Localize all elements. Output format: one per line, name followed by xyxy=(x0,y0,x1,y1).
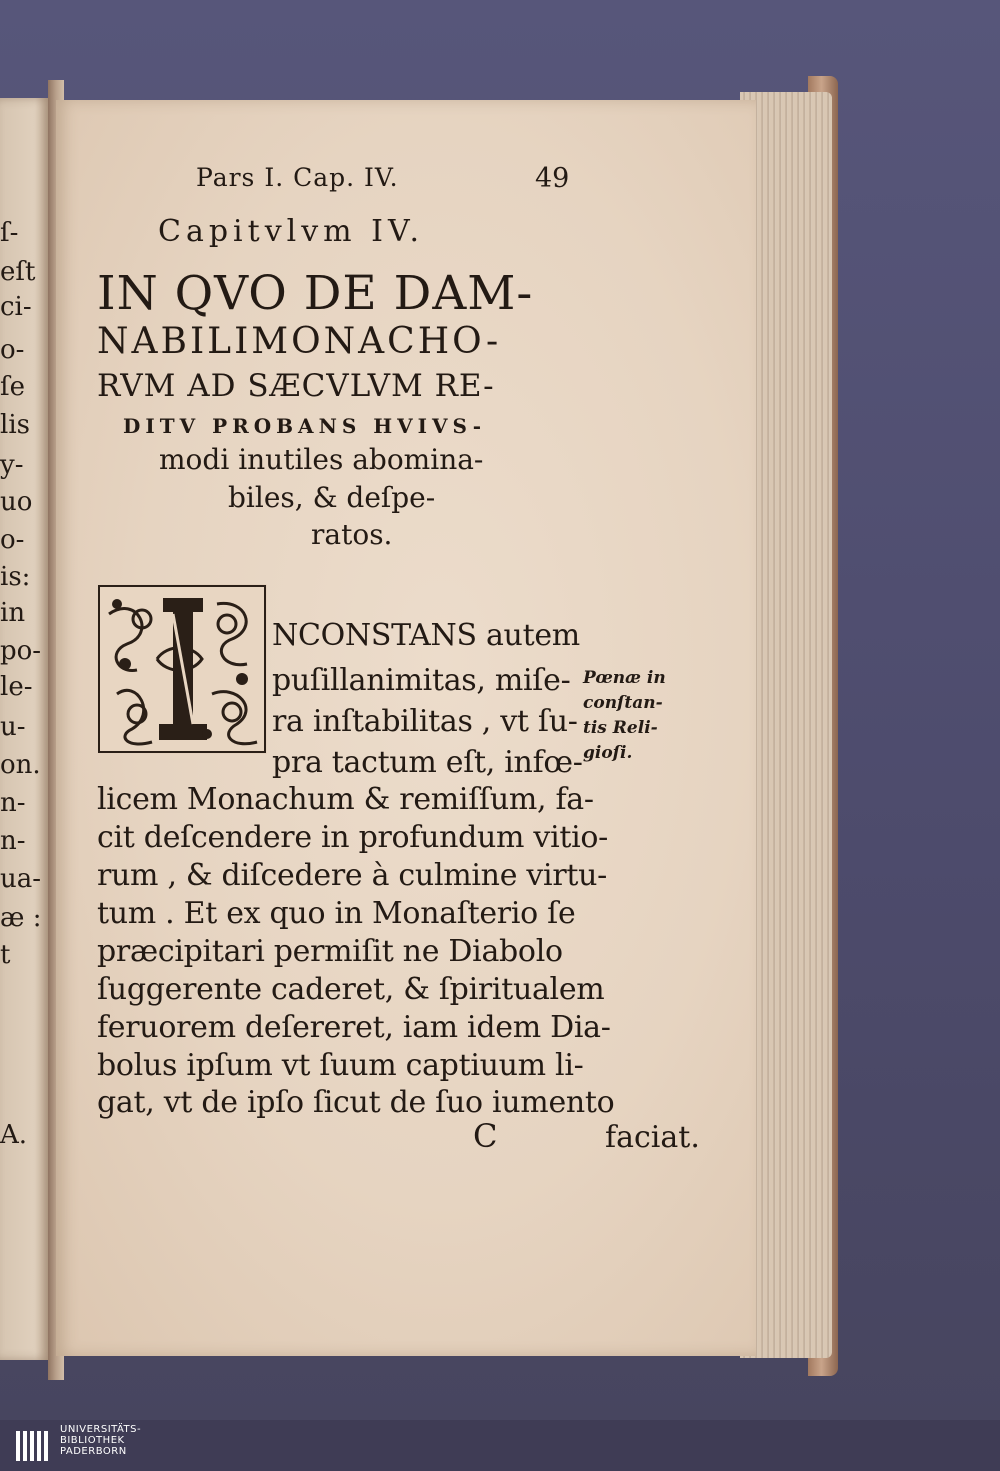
left-page-fragment: ua- xyxy=(0,864,42,894)
chapter-title-line: DITV PROBANS HVIVS- xyxy=(123,414,487,438)
left-page-fragment: le- xyxy=(0,672,33,702)
chapter-title-line: RVM AD SÆCVLVM RE- xyxy=(97,368,495,404)
catchword: faciat. xyxy=(605,1120,700,1155)
body-line: puſillanimitas, miſe- xyxy=(272,663,571,698)
left-page-fragment: t xyxy=(0,940,11,970)
left-page-fragment: is: xyxy=(0,562,31,592)
body-line: licem Monachum & remiſſum, fa- xyxy=(97,782,594,817)
left-page-fragment: u- xyxy=(0,712,26,742)
logo-text-line: UNIVERSITÄTS- xyxy=(60,1424,142,1435)
left-page-fragment: A. xyxy=(0,1120,28,1150)
left-page-fragment: y- xyxy=(0,450,24,480)
marginal-note-line: Pœnæ in xyxy=(583,668,666,688)
chapter-title-line: ratos. xyxy=(311,518,393,551)
left-page-fragment: lis xyxy=(0,410,30,440)
signature-mark: C xyxy=(473,1117,498,1155)
body-line: pra tactum eſt, infœ- xyxy=(272,745,583,780)
body-line: rum , & diſcedere à culmine virtu- xyxy=(97,858,607,893)
footer-bar xyxy=(0,1420,1000,1471)
left-page-fragment: po- xyxy=(0,636,42,666)
body-line: gat, vt de ipſo ſicut de ſuo iumento xyxy=(97,1085,615,1120)
left-page-fragment: n- xyxy=(0,788,26,818)
body-line: ra inſtabilitas , vt ſu- xyxy=(272,704,578,739)
left-page-fragment: o- xyxy=(0,335,25,365)
body-line: bolus ipſum vt ſuum captiuum li- xyxy=(97,1048,584,1083)
left-page-fragment: uo xyxy=(0,487,33,517)
left-page-fragment: ci- xyxy=(0,292,32,322)
left-page-fragment: ſe xyxy=(0,372,26,402)
running-head: Pars I. Cap. IV. xyxy=(196,163,399,192)
body-line: feruorem deſereret, iam idem Dia- xyxy=(97,1010,611,1045)
body-line: præcipitari permiſit ne Diabolo xyxy=(97,934,563,969)
left-page-fragment: o- xyxy=(0,525,25,555)
body-line: NCONSTANS autem xyxy=(272,618,580,653)
body-line: tum . Et ex quo in Monaſterio ſe xyxy=(97,896,576,931)
left-page-fragment: n- xyxy=(0,826,26,856)
marginal-note-line: conſtan- xyxy=(583,693,663,713)
body-line: ſuggerente caderet, & ſpiritualem xyxy=(97,972,605,1007)
chapter-title-line: biles, & deſpe- xyxy=(228,481,436,514)
marginal-note-line: gioſi. xyxy=(583,743,633,763)
marginal-note-line: tis Reli- xyxy=(583,718,658,738)
left-page-fragment: ſ- xyxy=(0,218,19,248)
body-line: cit deſcendere in profundum vitio- xyxy=(97,820,609,855)
library-logo-icon xyxy=(14,1427,52,1465)
chapter-title-line: IN QVO DE DAM- xyxy=(97,266,534,321)
logo-text-line: BIBLIOTHEK xyxy=(60,1435,125,1446)
left-page-fragment: eſt xyxy=(0,257,36,287)
left-page-fragment: æ : xyxy=(0,903,42,933)
chapter-label: Capitvlvm IV. xyxy=(158,214,424,249)
chapter-title-line: NABILIMONACHO- xyxy=(97,321,502,362)
chapter-title-line: modi inutiles abomina- xyxy=(159,443,484,476)
logo-text-line: PADERBORN xyxy=(60,1446,127,1457)
page-number: 49 xyxy=(535,163,570,194)
left-page-fragment: on. xyxy=(0,750,41,780)
decorated-initial xyxy=(97,584,267,754)
left-page-fragment: in xyxy=(0,598,26,628)
